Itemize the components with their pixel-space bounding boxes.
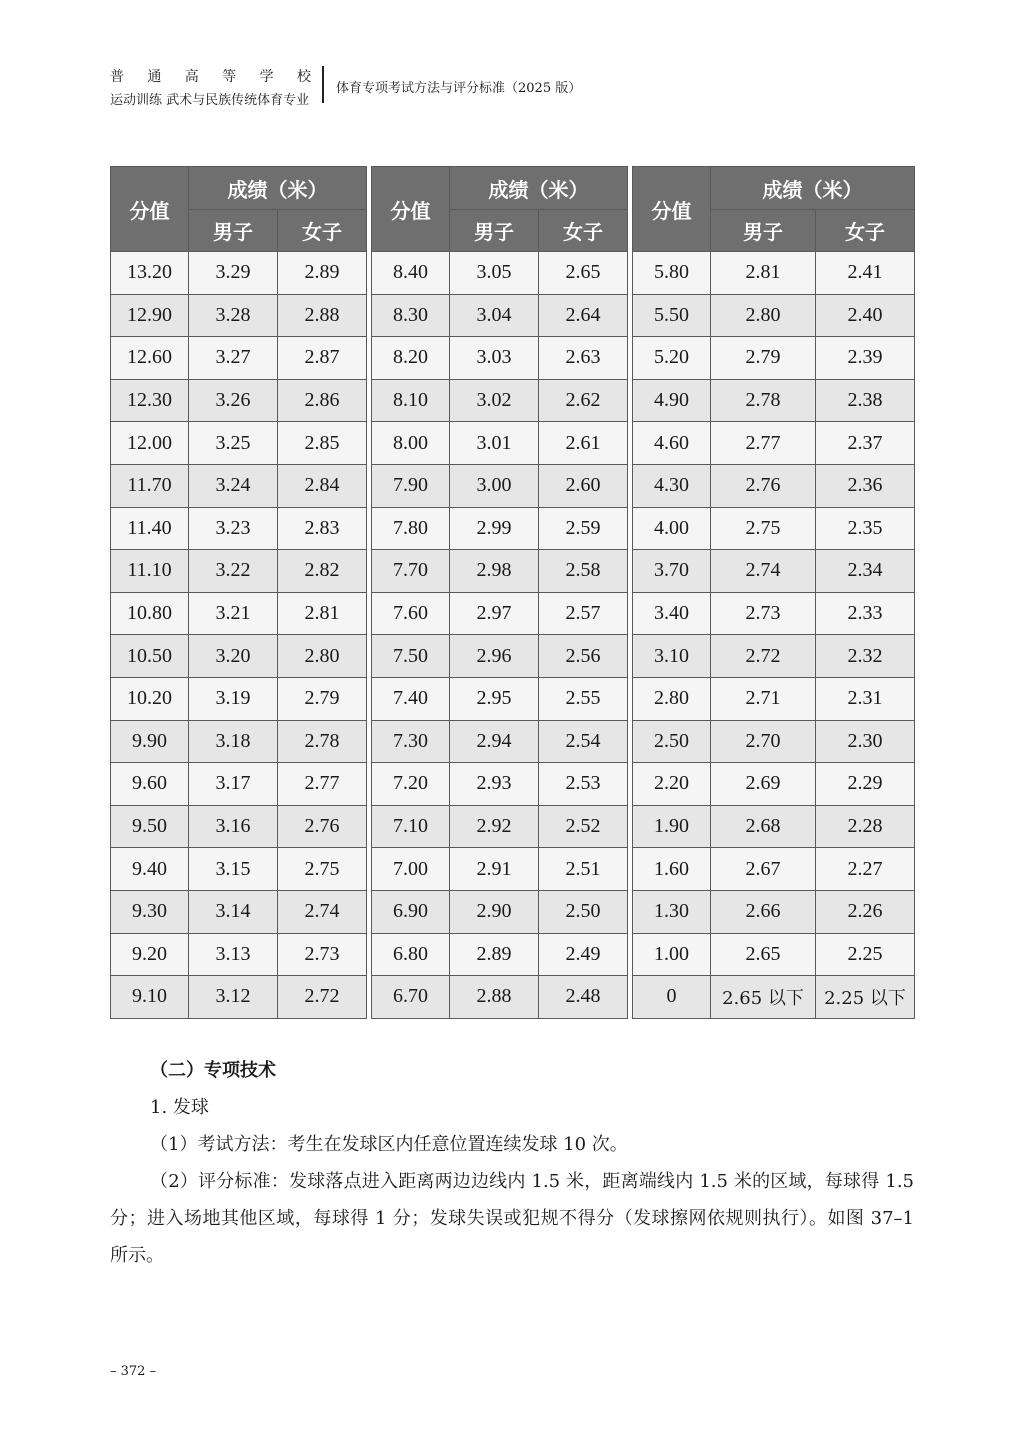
table-row	[372, 805, 628, 848]
table-row	[633, 422, 915, 465]
female-cell: 2.38	[816, 379, 915, 422]
female-cell: 2.33	[816, 592, 915, 635]
male-cell: 2.98	[450, 550, 539, 593]
score-cell: 4.30	[633, 464, 711, 507]
school-char: 高	[184, 69, 200, 85]
score-cell: 12.00	[111, 422, 189, 465]
male-cell: 2.70	[711, 720, 816, 763]
school-char: 校	[296, 69, 312, 85]
score-header: 分值	[633, 167, 711, 252]
score-cell: 11.70	[111, 464, 189, 507]
table-row	[111, 848, 367, 891]
table-row	[111, 763, 367, 806]
score-cell: 8.20	[372, 337, 450, 380]
score-cell: 9.90	[111, 720, 189, 763]
score-cell: 1.60	[633, 848, 711, 891]
male-cell: 2.77	[711, 422, 816, 465]
male-cell: 3.01	[450, 422, 539, 465]
male-cell: 2.90	[450, 890, 539, 933]
male-cell: 2.73	[711, 592, 816, 635]
male-cell: 3.18	[189, 720, 278, 763]
table-row	[633, 252, 915, 295]
score-cell: 11.10	[111, 550, 189, 593]
score-cell: 7.40	[372, 677, 450, 720]
score-cell: 8.00	[372, 422, 450, 465]
female-cell: 2.26	[816, 890, 915, 933]
body-text	[110, 1052, 914, 1274]
female-cell: 2.41	[816, 252, 915, 295]
male-cell: 2.94	[450, 720, 539, 763]
table-row	[372, 635, 628, 678]
table-body	[372, 252, 628, 1019]
table-row	[372, 848, 628, 891]
score-cell: 7.30	[372, 720, 450, 763]
score-cell: 6.70	[372, 976, 450, 1019]
score-cell: 9.10	[111, 976, 189, 1019]
school-char: 普	[110, 69, 125, 85]
table-row	[633, 294, 915, 337]
male-cell: 2.78	[711, 379, 816, 422]
score-cell: 10.20	[111, 677, 189, 720]
book-title: 体育专项考试方法与评分标准（2025 版）	[336, 81, 582, 96]
score-cell: 7.60	[372, 592, 450, 635]
female-cell: 2.36	[816, 464, 915, 507]
female-cell: 2.49	[539, 933, 628, 976]
male-cell: 2.88	[450, 976, 539, 1019]
score-cell: 2.20	[633, 763, 711, 806]
major-name: 运动训练 武术与民族传统体育专业	[110, 93, 310, 108]
table-row	[372, 337, 628, 380]
table-row	[111, 550, 367, 593]
school-char: 学	[259, 69, 275, 85]
male-cell: 3.02	[450, 379, 539, 422]
male-cell: 3.19	[189, 677, 278, 720]
table-row	[633, 720, 915, 763]
exam-method: （1）考试方法：考生在发球区内任意位置连续发球 10 次。	[150, 1134, 628, 1155]
male-cell: 3.20	[189, 635, 278, 678]
female-cell: 2.32	[816, 635, 915, 678]
table-row	[372, 464, 628, 507]
female-cell: 2.57	[539, 592, 628, 635]
female-cell: 2.31	[816, 677, 915, 720]
male-cell: 2.74	[711, 550, 816, 593]
score-cell: 6.90	[372, 890, 450, 933]
female-cell: 2.48	[539, 976, 628, 1019]
female-cell: 2.85	[278, 422, 367, 465]
male-cell: 3.29	[189, 252, 278, 295]
male-cell: 3.23	[189, 507, 278, 550]
score-cell: 10.80	[111, 592, 189, 635]
score-cell: 9.30	[111, 890, 189, 933]
female-cell: 2.37	[816, 422, 915, 465]
male-cell: 3.13	[189, 933, 278, 976]
table-row	[372, 550, 628, 593]
score-cell: 10.50	[111, 635, 189, 678]
male-cell: 3.12	[189, 976, 278, 1019]
female-cell: 2.39	[816, 337, 915, 380]
female-cell: 2.58	[539, 550, 628, 593]
score-cell: 9.40	[111, 848, 189, 891]
table-row	[372, 677, 628, 720]
male-cell: 3.27	[189, 337, 278, 380]
school-char: 等	[222, 69, 238, 85]
table-row	[633, 933, 915, 976]
table-row	[633, 337, 915, 380]
male-cell: 2.80	[711, 294, 816, 337]
score-cell: 7.70	[372, 550, 450, 593]
table-row	[372, 720, 628, 763]
male-cell: 2.67	[711, 848, 816, 891]
table-row	[111, 252, 367, 295]
male-header: 男子	[711, 210, 816, 252]
female-cell: 2.88	[278, 294, 367, 337]
score-cell: 3.10	[633, 635, 711, 678]
table-row	[111, 337, 367, 380]
female-cell: 2.60	[539, 464, 628, 507]
female-cell: 2.35	[816, 507, 915, 550]
male-cell: 2.72	[711, 635, 816, 678]
female-cell: 2.25	[816, 933, 915, 976]
score-cell: 7.00	[372, 848, 450, 891]
table-row	[633, 550, 915, 593]
table-row	[633, 379, 915, 422]
table-row	[372, 933, 628, 976]
male-cell: 2.76	[711, 464, 816, 507]
female-cell: 2.27	[816, 848, 915, 891]
score-cell: 5.50	[633, 294, 711, 337]
table-row	[633, 677, 915, 720]
score-cell: 2.50	[633, 720, 711, 763]
score-cell: 7.50	[372, 635, 450, 678]
score-cell: 4.90	[633, 379, 711, 422]
page-number: – 372 –	[110, 1364, 157, 1379]
female-cell: 2.74	[278, 890, 367, 933]
item-title: 1. 发球	[150, 1097, 209, 1118]
female-header: 女子	[278, 210, 367, 252]
female-cell: 2.29	[816, 763, 915, 806]
school-char: 通	[147, 69, 163, 85]
score-cell: 2.80	[633, 677, 711, 720]
table-row	[111, 805, 367, 848]
male-cell: 3.17	[189, 763, 278, 806]
male-cell: 3.00	[450, 464, 539, 507]
female-cell: 2.40	[816, 294, 915, 337]
table-row	[633, 763, 915, 806]
male-header: 男子	[189, 210, 278, 252]
female-cell: 2.72	[278, 976, 367, 1019]
table-row	[111, 890, 367, 933]
female-cell: 2.83	[278, 507, 367, 550]
male-cell: 3.16	[189, 805, 278, 848]
male-cell: 3.05	[450, 252, 539, 295]
score-cell: 4.60	[633, 422, 711, 465]
male-cell: 2.71	[711, 677, 816, 720]
female-cell: 2.25 以下	[816, 976, 915, 1019]
female-cell: 2.30	[816, 720, 915, 763]
female-cell: 2.87	[278, 337, 367, 380]
female-cell: 2.77	[278, 763, 367, 806]
score-cell: 12.60	[111, 337, 189, 380]
table-row	[633, 635, 915, 678]
table-row	[372, 379, 628, 422]
male-cell: 2.65 以下	[711, 976, 816, 1019]
score-cell: 11.40	[111, 507, 189, 550]
female-cell: 2.78	[278, 720, 367, 763]
male-cell: 2.93	[450, 763, 539, 806]
table-row	[633, 848, 915, 891]
male-cell: 2.96	[450, 635, 539, 678]
male-cell: 2.97	[450, 592, 539, 635]
table-row	[111, 592, 367, 635]
score-cell: 9.50	[111, 805, 189, 848]
female-cell: 2.62	[539, 379, 628, 422]
male-cell: 2.92	[450, 805, 539, 848]
result-header: 成绩（米）	[711, 167, 915, 210]
score-cell: 1.00	[633, 933, 711, 976]
table-body	[111, 252, 367, 1019]
table-row	[111, 379, 367, 422]
score-cell: 12.30	[111, 379, 189, 422]
table-row	[111, 635, 367, 678]
female-cell: 2.54	[539, 720, 628, 763]
table-row	[111, 464, 367, 507]
table-row	[111, 294, 367, 337]
male-cell: 2.89	[450, 933, 539, 976]
male-cell: 2.99	[450, 507, 539, 550]
table-row	[633, 507, 915, 550]
table-row	[372, 976, 628, 1019]
male-cell: 3.24	[189, 464, 278, 507]
female-cell: 2.82	[278, 550, 367, 593]
score-cell: 1.30	[633, 890, 711, 933]
table-row	[372, 294, 628, 337]
male-cell: 2.95	[450, 677, 539, 720]
score-cell: 4.00	[633, 507, 711, 550]
table-row	[372, 422, 628, 465]
score-cell: 7.80	[372, 507, 450, 550]
score-header: 分值	[372, 167, 450, 252]
male-cell: 3.04	[450, 294, 539, 337]
male-cell: 2.65	[711, 933, 816, 976]
female-cell: 2.59	[539, 507, 628, 550]
female-cell: 2.53	[539, 763, 628, 806]
result-header: 成绩（米）	[189, 167, 367, 210]
female-cell: 2.76	[278, 805, 367, 848]
table-body	[633, 252, 915, 1019]
male-cell: 2.69	[711, 763, 816, 806]
table-row	[633, 592, 915, 635]
table-row	[111, 976, 367, 1019]
female-cell: 2.34	[816, 550, 915, 593]
table-row	[633, 976, 915, 1019]
female-cell: 2.28	[816, 805, 915, 848]
female-header: 女子	[539, 210, 628, 252]
female-cell: 2.75	[278, 848, 367, 891]
score-cell: 9.20	[111, 933, 189, 976]
male-cell: 3.28	[189, 294, 278, 337]
table-row	[633, 464, 915, 507]
female-cell: 2.61	[539, 422, 628, 465]
score-cell: 0	[633, 976, 711, 1019]
score-cell: 8.10	[372, 379, 450, 422]
male-cell: 2.75	[711, 507, 816, 550]
male-cell: 3.21	[189, 592, 278, 635]
score-cell: 6.80	[372, 933, 450, 976]
female-header: 女子	[816, 210, 915, 252]
male-cell: 2.91	[450, 848, 539, 891]
table-row	[633, 805, 915, 848]
male-cell: 3.22	[189, 550, 278, 593]
score-cell: 5.20	[633, 337, 711, 380]
male-cell: 2.66	[711, 890, 816, 933]
table-row	[111, 507, 367, 550]
section-heading: （二）专项技术	[150, 1060, 276, 1081]
female-cell: 2.65	[539, 252, 628, 295]
table-row	[372, 252, 628, 295]
male-cell: 2.68	[711, 805, 816, 848]
score-cell: 8.40	[372, 252, 450, 295]
table-row	[372, 763, 628, 806]
table-row	[372, 507, 628, 550]
score-cell: 3.40	[633, 592, 711, 635]
score-cell: 3.70	[633, 550, 711, 593]
score-table-1	[110, 166, 367, 1019]
score-cell: 8.30	[372, 294, 450, 337]
table-row	[111, 720, 367, 763]
male-cell: 3.14	[189, 890, 278, 933]
header-divider	[322, 66, 324, 103]
male-header: 男子	[450, 210, 539, 252]
male-cell: 3.03	[450, 337, 539, 380]
female-cell: 2.86	[278, 379, 367, 422]
table-row	[372, 890, 628, 933]
male-cell: 3.25	[189, 422, 278, 465]
score-table-2	[371, 166, 628, 1019]
table-row	[633, 890, 915, 933]
female-cell: 2.81	[278, 592, 367, 635]
score-cell: 7.10	[372, 805, 450, 848]
score-cell: 7.90	[372, 464, 450, 507]
score-cell: 7.20	[372, 763, 450, 806]
female-cell: 2.63	[539, 337, 628, 380]
score-cell: 1.90	[633, 805, 711, 848]
male-cell: 3.26	[189, 379, 278, 422]
scoring-criteria: （2）评分标准：发球落点进入距离两边边线内 1.5 米，距离端线内 1.5 米的区域，每球得 1.5 分；进入场地其他区域，每球得 1 分；发球失误或犯规不得分（发球擦网依规则执行）。如图 37–1 所示。	[110, 1171, 914, 1266]
score-header: 分值	[111, 167, 189, 252]
table-row	[111, 677, 367, 720]
header-left	[110, 66, 312, 108]
female-cell: 2.55	[539, 677, 628, 720]
female-cell: 2.51	[539, 848, 628, 891]
table-row	[111, 422, 367, 465]
male-cell: 3.15	[189, 848, 278, 891]
male-cell: 2.79	[711, 337, 816, 380]
score-cell: 13.20	[111, 252, 189, 295]
score-cell: 9.60	[111, 763, 189, 806]
female-cell: 2.64	[539, 294, 628, 337]
male-cell: 2.81	[711, 252, 816, 295]
female-cell: 2.80	[278, 635, 367, 678]
female-cell: 2.79	[278, 677, 367, 720]
table-row	[111, 933, 367, 976]
table-row	[372, 592, 628, 635]
result-header: 成绩（米）	[450, 167, 628, 210]
school-type	[110, 66, 312, 86]
score-tables	[110, 166, 914, 1020]
score-cell: 5.80	[633, 252, 711, 295]
female-cell: 2.73	[278, 933, 367, 976]
female-cell: 2.50	[539, 890, 628, 933]
score-cell: 12.90	[111, 294, 189, 337]
female-cell: 2.89	[278, 252, 367, 295]
female-cell: 2.56	[539, 635, 628, 678]
score-table-3	[632, 166, 915, 1019]
female-cell: 2.52	[539, 805, 628, 848]
female-cell: 2.84	[278, 464, 367, 507]
